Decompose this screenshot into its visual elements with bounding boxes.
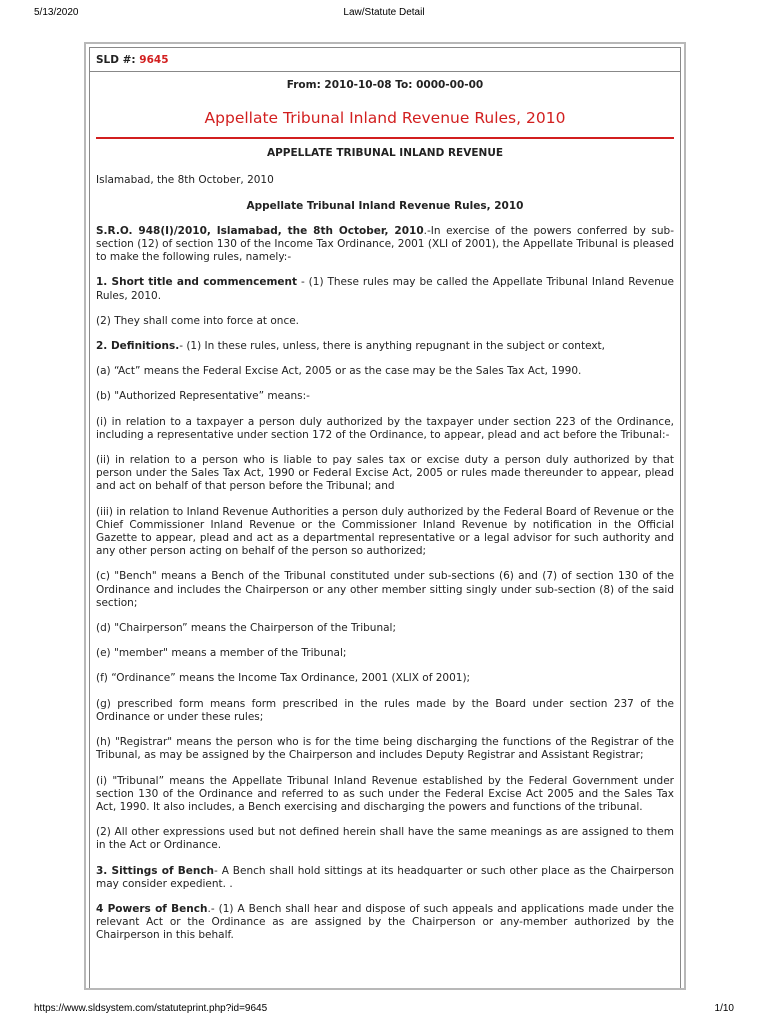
- definition-b-i: (i) in relation to a taxpayer a person duly authorized by the taxpayer under section 223 of the Ordinance, including a representative under section 172 of the Ordinance, to appear, plead and act before the Tribunal:-: [96, 415, 674, 441]
- sld-number: 9645: [139, 54, 169, 66]
- definition-g: (g) prescribed form means form prescribed in the rules made by the Board under section 237 of the Ordinance or under these rules;: [96, 697, 674, 723]
- rule-4: [96, 903, 674, 943]
- rule-3: [96, 865, 674, 891]
- sld-label: SLD #:: [96, 54, 136, 66]
- place-date: Islamabad, the 8th October, 2010: [96, 174, 274, 187]
- rule-1: [96, 276, 674, 302]
- rule-4-text: .- (1) A Bench shall hear and dispose of such appeals and applications made under the relevant Act or the Ordinance as are assigned by the Chairperson or any-member authorized by the Chairperson in this behalf.: [96, 902, 675, 942]
- definition-f: (f) “Ordinance” means the Income Tax Ordinance, 2001 (XLIX of 2001);: [96, 672, 471, 685]
- definition-h: (h) "Registrar" means the person who is for the time being discharging the functions of the Registrar of the Tribunal, as may be assigned by the Chairperson and includes Deputy Registrar and Assistant Registrar;: [96, 736, 674, 762]
- rule-3-text: - A Bench shall hold sittings at its headquarter or such other place as the Chairperson may consider expedient. .: [96, 864, 675, 890]
- statute-content: [90, 109, 680, 943]
- document-heading: APPELLATE TRIBUNAL INLAND REVENUE: [266, 147, 504, 160]
- statute-panel: [89, 47, 681, 988]
- definition-i: (i) "Tribunal” means the Appellate Tribunal Inland Revenue established by the Federal Government under section 130 of the Ordinance and referred to as such under the Federal Excise Act 2005 and the Sales Tax Act, 1990. It also includes, a Bench exercising and discharging the powers and functions of the tribunal.: [96, 774, 674, 813]
- rule-2-sub-2: (2) All other expressions used but not defined herein shall have the same meanings as are assigned to them in the Act or Ordinance.: [96, 826, 674, 852]
- rule-2-text: - (1) In these rules, unless, there is anything repugnant in the subject or context,: [179, 340, 606, 353]
- definition-b: (b) "Authorized Representative” means:-: [96, 390, 310, 403]
- rule-1-lead: 1. Short title and commencement: [96, 276, 298, 289]
- rule-1-sub-2: (2) They shall come into force at once.: [96, 314, 300, 327]
- validity-range: From: 2010-10-08 To: 0000-00-00: [286, 79, 484, 91]
- document-title: Appellate Tribunal Inland Revenue Rules, 2010: [96, 112, 674, 139]
- print-title: Law/Statute Detail: [343, 7, 425, 18]
- print-url: https://www.sldsystem.com/statuteprint.php?id=9645: [34, 1003, 268, 1014]
- preamble: [96, 225, 674, 265]
- statute-frame: [84, 42, 686, 990]
- document-subtitle: Appellate Tribunal Inland Revenue Rules, 2010: [246, 199, 524, 212]
- print-footer: [0, 996, 768, 1024]
- page-number: 1/10: [714, 1003, 734, 1014]
- definition-c: (c) "Bench" means a Bench of the Tribunal constituted under sub-sections (6) and (7) of section 130 of the Ordinance and includes the Chairperson or any other member sitting singly under sub-section (8) of the said section;: [96, 570, 674, 609]
- rule-1-text: - (1) These rules may be called the Appellate Tribunal Inland Revenue Rules, 2010.: [96, 276, 674, 302]
- definition-b-ii: (ii) in relation to a person who is liable to pay sales tax or excise duty a person duly authorized by that person under the Sales Tax Act, 1990 or Federal Excise Act, 2005 or rules made thereunder to appear, plead and act on behalf of that person before the Tribunal; and: [96, 454, 674, 493]
- definition-d: (d) "Chairperson” means the Chairperson of the Tribunal;: [96, 622, 397, 635]
- rule-2: [96, 340, 674, 353]
- rule-2-lead: 2. Definitions.: [96, 340, 180, 353]
- preamble-text: .-In exercise of the powers conferred by sub-section (12) of section 130 of the Income Tax Ordinance, 2001 (XLI of 2001), the Appellate Tribunal is pleased to make the following rules, namely:-: [96, 224, 674, 264]
- definition-b-iii: (iii) in relation to Inland Revenue Authorities a person duly authorized by the Federal Board of Revenue or the Chief Commissioner Inland Revenue or the Commissioner Inland Revenue by notification in the Official Gazette to appear, plead and act as a departmental representative or a legal advisor for such authority and any other person acting on behalf of the person so authorized;: [96, 505, 674, 558]
- definition-a: (a) “Act” means the Federal Excise Act, 2005 or as the case may be the Sales Tax Act, 1990.: [96, 365, 582, 378]
- print-date: 5/13/2020: [34, 7, 79, 18]
- rule-4-lead: 4 Powers of Bench: [96, 902, 208, 915]
- preamble-lead: S.R.O. 948(I)/2010, Islamabad, the 8th October, 2010: [96, 224, 424, 237]
- sld-row: [90, 48, 680, 72]
- rule-3-lead: 3. Sittings of Bench: [96, 864, 215, 877]
- definition-e: (e) "member" means a member of the Tribunal;: [96, 647, 347, 660]
- print-header: [0, 0, 768, 28]
